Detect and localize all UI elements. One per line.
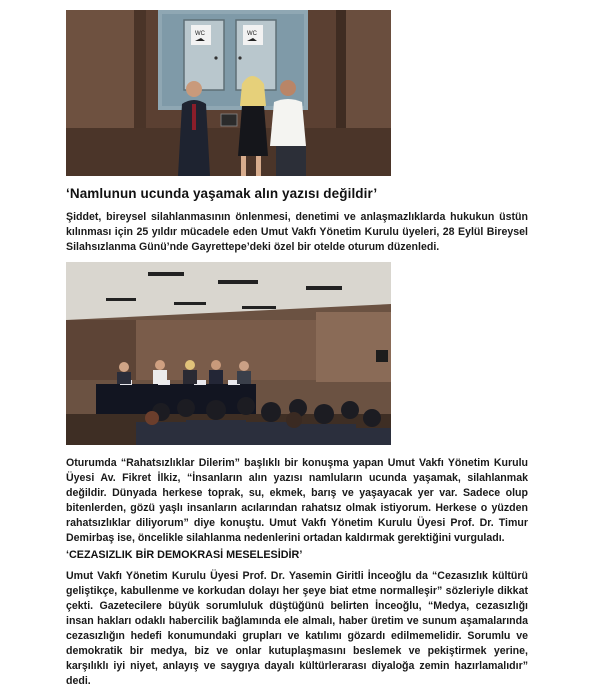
section-subheading: ‘CEZASIZLIK BİR DEMOKRASİ MESELESİDİR’: [66, 549, 303, 561]
award-photo: [66, 10, 391, 176]
panel-session-illustration: [66, 262, 391, 445]
panel-session-photo: [66, 262, 391, 445]
door-right-sign: WC: [247, 31, 257, 37]
closing-paragraph: Umut Vakfı Yönetim Kurulu Üyesi Prof. Dr. Yasemin Giritli İnceoğlu da “Cezasızlık kültürü geliştikçe, kabullenme ve korkudan dolayı her şeye biat etme normalleşir” sözleriyle dikkat çekti. Gazetecilere büyük sorumluluk düştüğünü belirten İnceoğlu, “Medya, cezasızlığı insan hakları odaklı habercilik bağlamında ele almalı, haber üretim ve sunum aşamalarında cezasızlığın hedefi konumundaki grupları ve katılımı gözardı edilmemelidir. Sorumlu ve demokratik bir medya, biz ve onlar kutuplaşmasını beslemek ve pekiştirmek yerine, karşılıklı iyi niyet, anlayış ve saygıya dayalı kültürlerarası diyaloğa zemin hazırlamalıdır” dedi.: [66, 570, 528, 687]
door-left-sign: WC: [195, 31, 205, 37]
intro-paragraph: Şiddet, bireysel silahlanmasının önlenmesi, denetimi ve anlaşmazlıklarda hukukun üstün kılınması için 25 yıldır mücadele eden Umut Vakfı Yönetim Kurulu üyeleri, 28 Eylül Bireysel Silahsızlanma Günü’nde Gayrettepe’deki özel bir otelde oturum düzenledi.: [66, 211, 528, 253]
award-photo-illustration: [66, 10, 391, 176]
session-paragraph: Oturumda “Rahatsızlıklar Dilerim” başlıklı bir konuşma yapan Umut Vakfı Yönetim Kurulu Üyesi Av. Fikret İlkiz, “İnsanların alın yazısı namluların ucunda yaşamak, silahlanmak değildir. Dünyada herkese toprak, su, ekmek, barış ve yaşayacak yer var. Sadece olup bitenlerden, gözü yaşlı insanların acılarından rahatsız olmak istiyorum. Herkese o yüzden rahatsızlıklar diliyorum” diye konuştu. Umut Vakfı Yönetim Kurulu Üyesi Prof. Dr. Timur Demirbaş ise, öncelikle silahlanma nedenlerini ortadan kaldırmak gerektiğini vurguladı.: [66, 457, 528, 544]
article-title: ‘Namlunun ucunda yaşamak alın yazısı değildir’: [66, 186, 378, 201]
